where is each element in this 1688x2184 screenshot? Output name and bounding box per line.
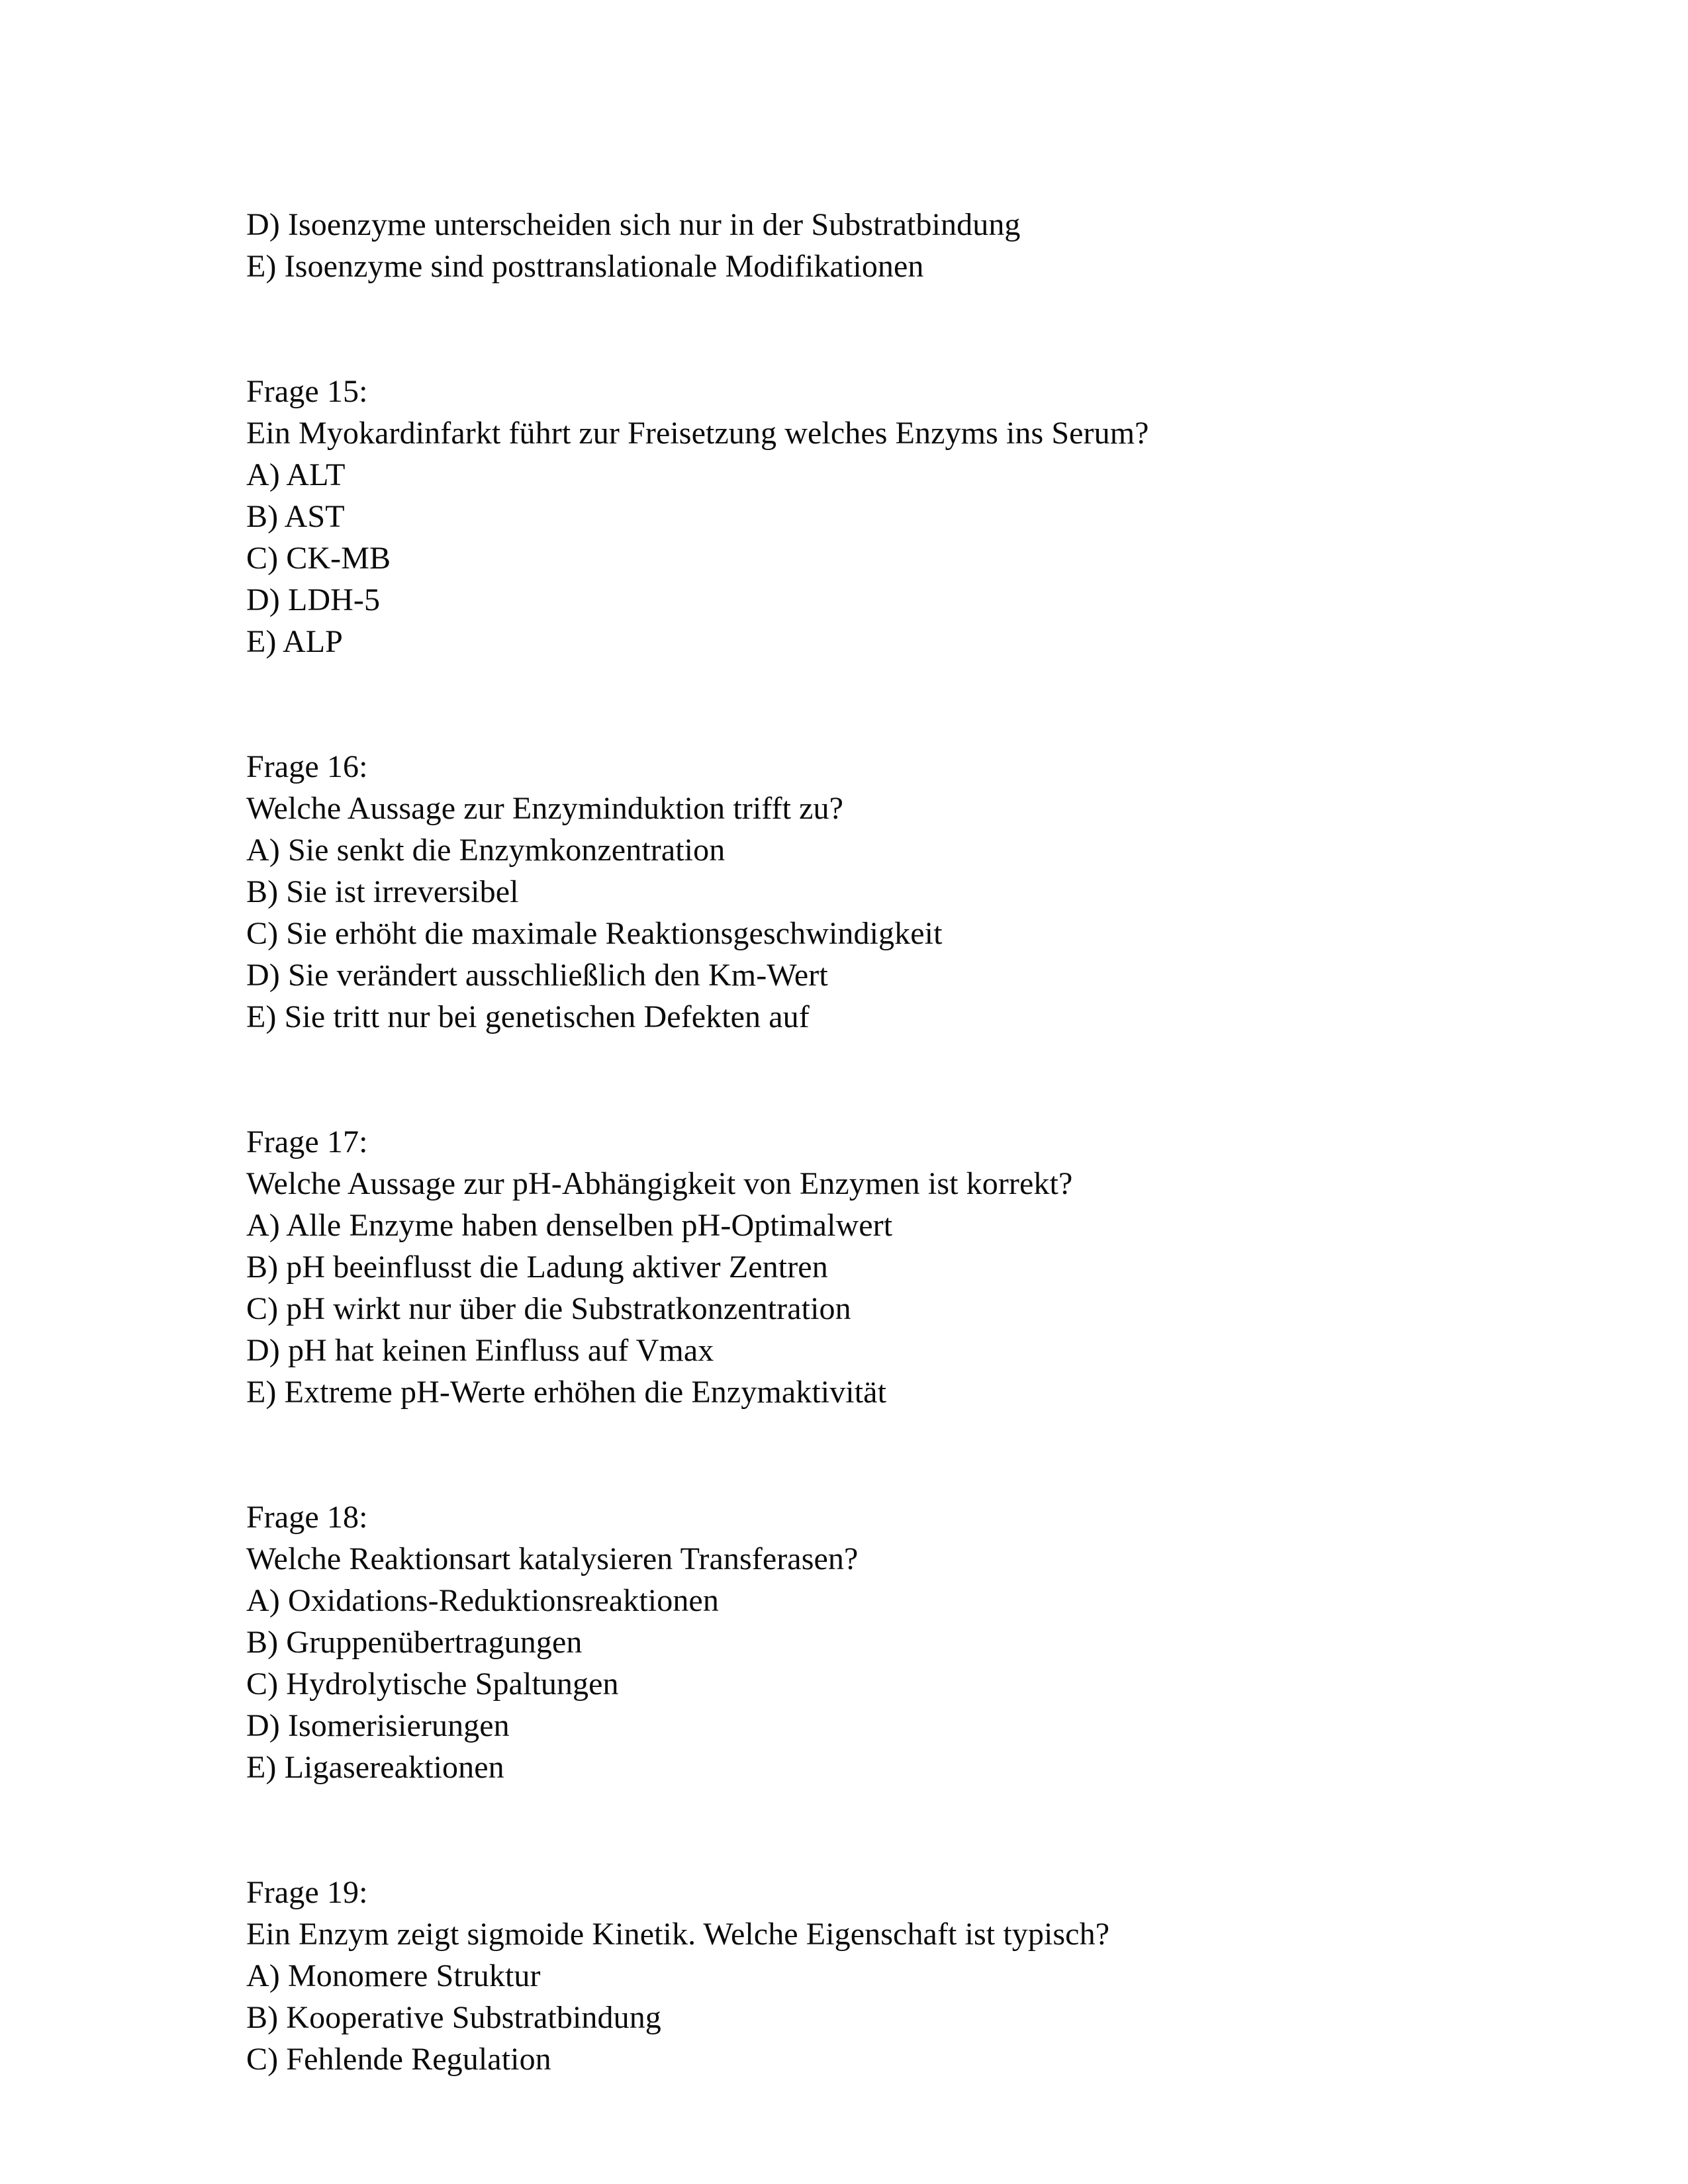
option-b: B) Sie ist irreversibel (246, 874, 519, 909)
option-e: E) ALP (246, 624, 343, 659)
option-e: E) Extreme pH-Werte erhöhen die Enzymaktivität (246, 1375, 887, 1410)
option-d: D) LDH-5 (246, 582, 381, 617)
option-b: B) Kooperative Substratbindung (246, 2000, 661, 2035)
question-stem: Ein Enzym zeigt sigmoide Kinetik. Welche Eigenschaft ist typisch? (246, 1917, 1110, 1952)
question-block-frage-16 (246, 746, 1471, 1038)
question-stem: Welche Aussage zur Enzyminduktion trifft zu? (246, 791, 844, 826)
question-block-frage-15 (246, 371, 1471, 662)
option-a: A) Oxidations-Reduktionsreaktionen (246, 1583, 719, 1618)
option-c: C) Sie erhöht die maximale Reaktionsgeschwindigkeit (246, 916, 943, 951)
option-a: A) Monomere Struktur (246, 1958, 541, 1993)
question-heading: Frage 15: (246, 374, 368, 409)
option-c: C) Hydrolytische Spaltungen (246, 1666, 619, 1702)
option-c: C) Fehlende Regulation (246, 2042, 551, 2077)
question-block-frage-18 (246, 1496, 1471, 1788)
option-d: D) Sie verändert ausschließlich den Km-Wert (246, 958, 828, 993)
question-heading: Frage 18: (246, 1500, 368, 1535)
option-c: C) CK-MB (246, 541, 391, 576)
document-body (246, 204, 1471, 2080)
option-c: C) pH wirkt nur über die Substratkonzentration (246, 1291, 851, 1326)
question-heading: Frage 17: (246, 1124, 368, 1160)
question-block-frage-17 (246, 1121, 1471, 1413)
question-stem: Ein Myokardinfarkt führt zur Freisetzung welches Enzyms ins Serum? (246, 416, 1149, 451)
option-a: A) Alle Enzyme haben denselben pH-Optimalwert (246, 1208, 893, 1243)
option-b: B) AST (246, 499, 345, 534)
question-stem: Welche Aussage zur pH-Abhängigkeit von Enzymen ist korrekt? (246, 1166, 1073, 1201)
option-d: D) Isomerisierungen (246, 1708, 510, 1743)
option-b: B) Gruppenübertragungen (246, 1625, 583, 1660)
option-e: E) Sie tritt nur bei genetischen Defekten auf (246, 999, 810, 1034)
option-e: E) Ligasereaktionen (246, 1750, 504, 1785)
option-b: B) pH beeinflusst die Ladung aktiver Zentren (246, 1250, 828, 1285)
question-heading: Frage 19: (246, 1875, 368, 1910)
option-a: A) ALT (246, 457, 346, 492)
option-line: E) Isoenzyme sind posttranslationale Modifikationen (246, 249, 924, 284)
option-d: D) pH hat keinen Einfluss auf Vmax (246, 1333, 714, 1368)
option-a: A) Sie senkt die Enzymkonzentration (246, 833, 726, 868)
option-line: D) Isoenzyme unterscheiden sich nur in der Substratbindung (246, 207, 1021, 242)
question-stem: Welche Reaktionsart katalysieren Transferasen? (246, 1541, 859, 1576)
options-continuation-block (246, 204, 1471, 287)
question-block-frage-19 (246, 1872, 1471, 2080)
question-heading: Frage 16: (246, 749, 368, 784)
